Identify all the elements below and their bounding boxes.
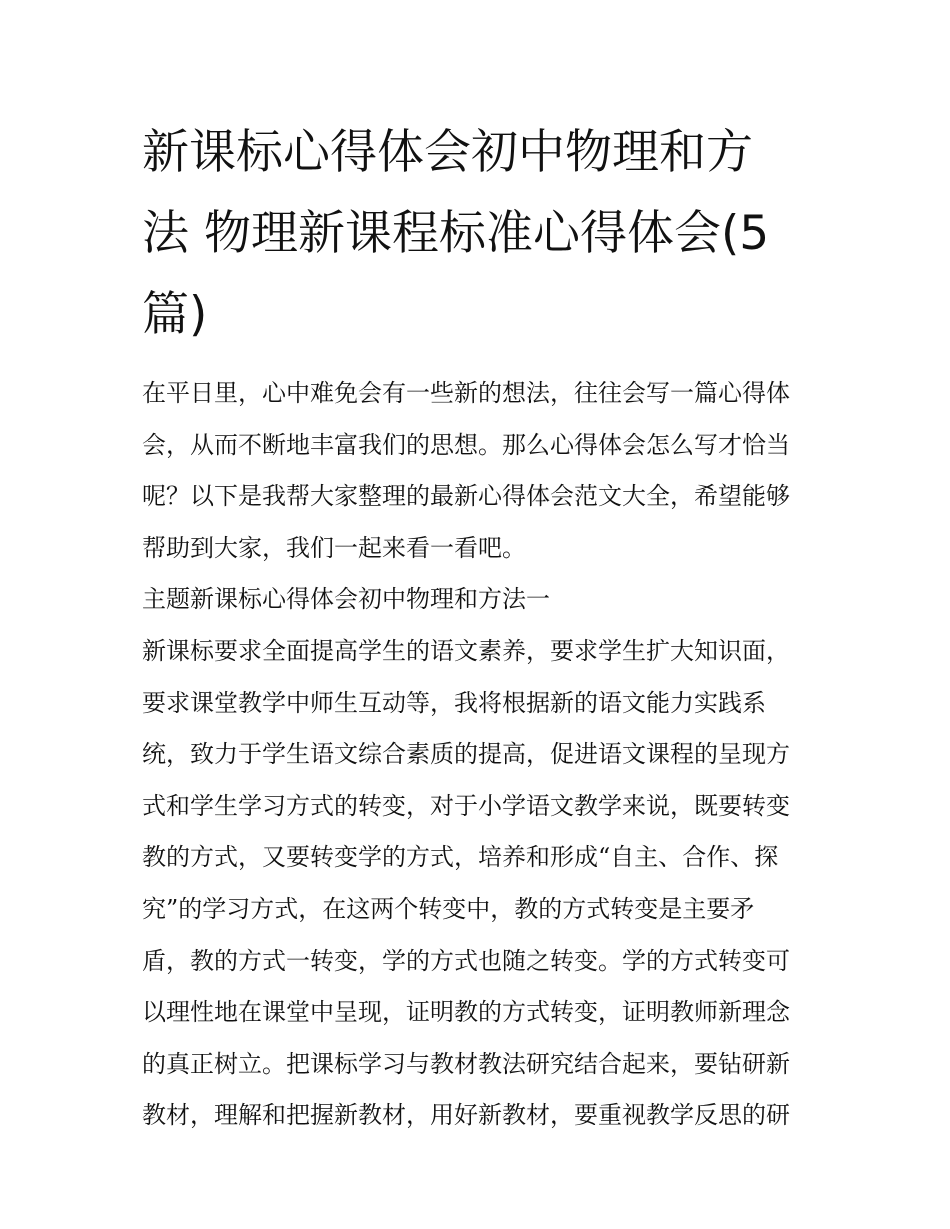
text-line: 式和学生学习方式的转变，对于小学语文教学来说，既要转变 xyxy=(142,791,790,820)
section-heading: 主题新课标心得体会初中物理和方法一 xyxy=(142,585,550,614)
text-line: 帮助到大家，我们一起来看一看吧。 xyxy=(142,533,526,562)
title-line: 法 物理新课程标准心得体会(5 xyxy=(142,206,770,261)
text-line: 会，从而不断地丰富我们的思想。那么心得体会怎么写才恰当 xyxy=(142,430,790,459)
title-line: 新课标心得体会初中物理和方 xyxy=(142,125,753,180)
title-line: 篇) xyxy=(142,287,208,342)
intro-paragraph xyxy=(142,368,822,574)
body-paragraph xyxy=(142,626,822,1142)
text-line: 究”的学习方式，在这两个转变中，教的方式转变是主要矛 xyxy=(142,894,755,923)
document-title xyxy=(142,112,822,355)
text-line: 教的方式，又要转变学的方式，培养和形成“自主、合作、探 xyxy=(142,843,779,872)
document-body xyxy=(142,368,822,1142)
text-line: 要求课堂教学中师生互动等，我将根据新的语文能力实践系 xyxy=(142,688,766,717)
text-line: 呢？以下是我帮大家整理的最新心得体会范文大全，希望能够 xyxy=(142,482,790,511)
text-line: 的真正树立。把课标学习与教材教法研究结合起来，要钻研新 xyxy=(142,1049,790,1078)
text-line: 统，致力于学生语文综合素质的提高，促进语文课程的呈现方 xyxy=(142,740,790,769)
text-line: 新课标要求全面提高学生的语文素养，要求学生扩大知识面， xyxy=(142,636,790,665)
text-line: 在平日里，心中难免会有一些新的想法，往往会写一篇心得体 xyxy=(142,379,790,407)
document-page xyxy=(142,112,822,1142)
text-line: 盾，教的方式一转变，学的方式也随之转变。学的方式转变可 xyxy=(142,946,790,975)
text-line: 以理性地在课堂中呈现，证明教的方式转变，证明教师新理念 xyxy=(142,998,790,1027)
text-line: 教材，理解和把握新教材，用好新教材，要重视教学反思的研 xyxy=(142,1101,790,1130)
